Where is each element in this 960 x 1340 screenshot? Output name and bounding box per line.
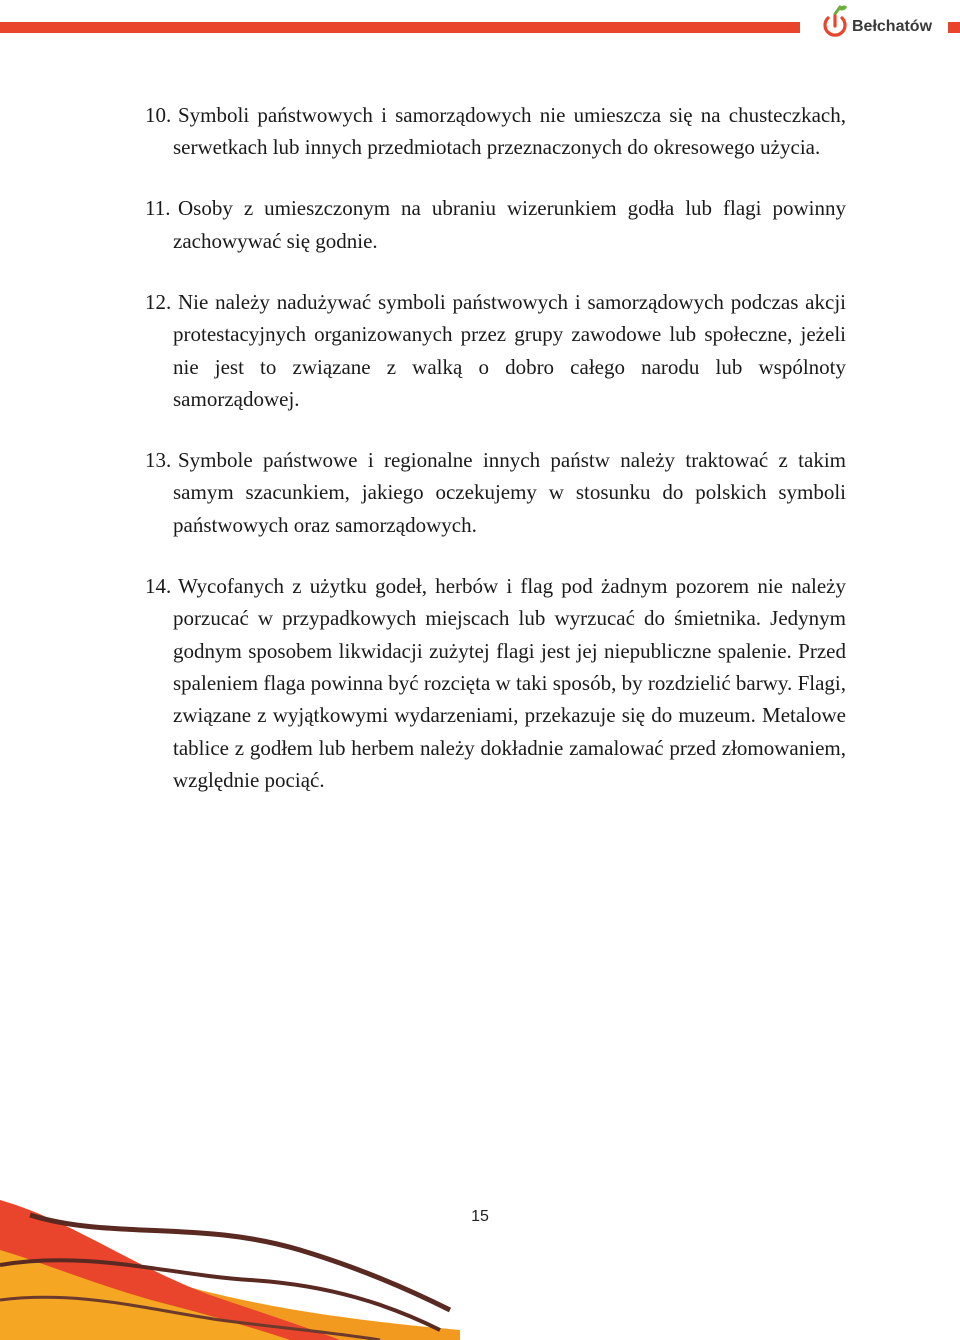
item-number: 12. bbox=[145, 289, 172, 314]
logo-text: Bełchatów bbox=[852, 18, 933, 35]
power-apple-icon bbox=[818, 4, 852, 40]
item-text: Osoby z umieszczonym na ubraniu wizerunkiem godła lub flagi powinny zachowywać się godnie. bbox=[173, 196, 846, 253]
item-text: Symboli państwowych i samorządowych nie umieszcza się na chusteczkach, serwetkach lub innych przedmiotach przeznaczonych do okresowego użycia. bbox=[173, 103, 846, 160]
list-item bbox=[145, 99, 846, 164]
item-number: 10. bbox=[145, 103, 172, 127]
city-logo bbox=[818, 4, 938, 40]
list-item bbox=[145, 570, 846, 797]
item-text: Nie należy nadużywać symboli państwowych i samorządowych podczas akcji protestacyjnych organizowanych przez grupy zawodowe lub społeczne, jeżeli nie jest to związane z walką o dobro całego narodu lub wspólnoty samorządowej. bbox=[173, 289, 846, 412]
header-accent-bar-tail bbox=[948, 22, 960, 33]
item-number: 14. bbox=[145, 573, 172, 598]
header-accent-bar bbox=[0, 22, 800, 33]
item-number: 11. bbox=[145, 196, 171, 221]
list-item bbox=[145, 286, 846, 416]
document-body bbox=[145, 99, 846, 825]
item-text: Symbole państwowe i regionalne innych państw należy traktować z takim samym szacunkiem, jakiego oczekujemy w stosunku do polskich symboli państwowych oraz samorządowych. bbox=[173, 448, 846, 537]
item-text: Wycofanych z użytku godeł, herbów i flag pod żadnym pozorem nie należy porzucać w przypadkowych miejscach lub wyrzucać do śmietnika. Jedynym godnym sposobem likwidacji zużytej flagi jest jej niepubliczne spalenie. Przed spaleniem flaga powinna być rozcięta w taki sposób, by rozdzielić barwy. Flagi, związane z wyjątkowymi wydarzeniami, przekazuje się do muzeum. Metalowe tablice z godłem lub herbem należy dokładnie zamalować przed złomowaniem, względnie pociąć. bbox=[173, 573, 846, 793]
page-number: 15 bbox=[471, 1208, 489, 1225]
decorative-wave-art bbox=[0, 1180, 460, 1340]
list-item bbox=[145, 192, 846, 257]
list-item bbox=[145, 444, 846, 541]
item-number: 13. bbox=[145, 448, 172, 473]
